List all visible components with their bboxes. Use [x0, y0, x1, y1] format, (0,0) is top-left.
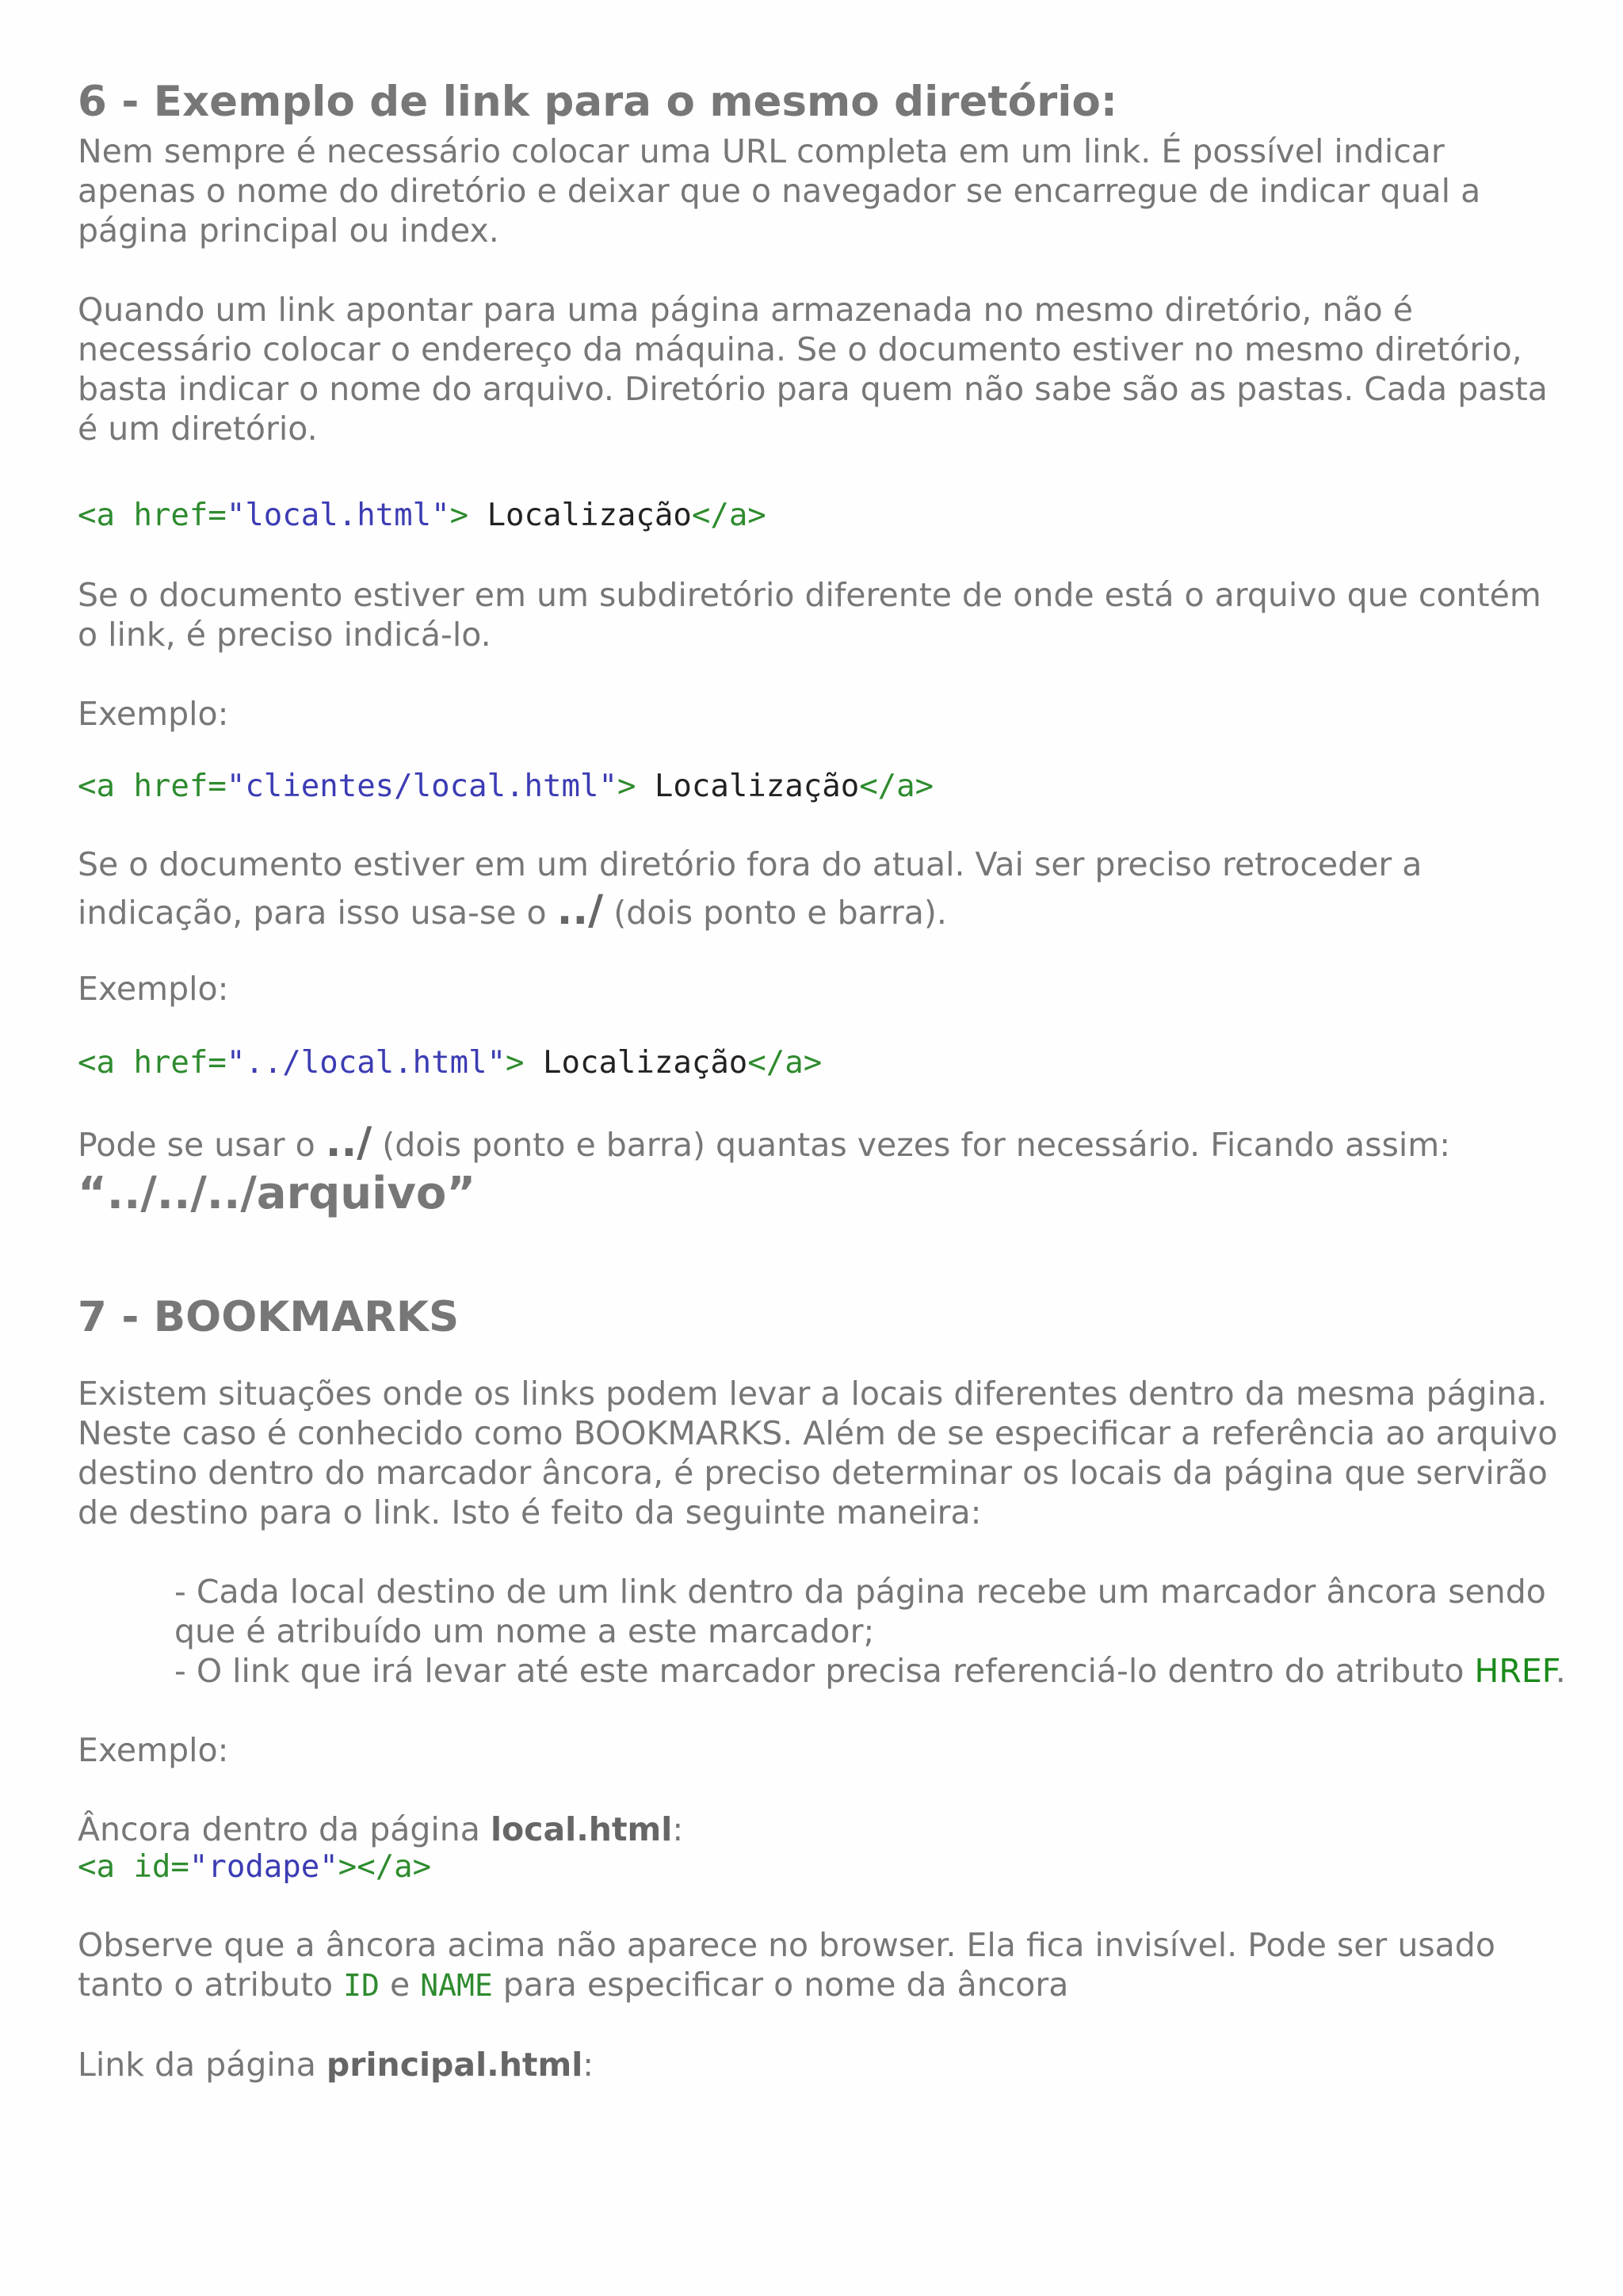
- section-6-paragraph-2: Quando um link apontar para uma página armazenada no mesmo diretório, não é necessário colocar o endereço da máquina. Se o documento estiver no mesmo diretório, basta indicar o nome do arquivo. Diretório para quem não sabe são as pastas. Cada pasta é um diretório.: [78, 291, 1548, 448]
- section-6-paragraph-4: [78, 841, 1568, 936]
- section-7-paragraph-2: [78, 1925, 1568, 2005]
- code-link-text: Localização: [636, 769, 860, 804]
- list-item-text-before: - O link que irá levar até este marcador precisa referenciá-lo dentro do atributo: [174, 1652, 1475, 1690]
- code-tag-bracket: >: [617, 769, 636, 804]
- list-item: - Cada local destino de um link dentro da página recebe um marcador âncora sendo que é atribuído um nome a este marcador;: [174, 1573, 1546, 1650]
- section-7-paragraph-1: Existem situações onde os links podem levar a locais diferentes dentro da mesma página. Neste caso é conhecido como BOOKMARKS. Além de se especificar a referência ao arquivo destino dentro do marcador âncora, é preciso determinar os locais da página que servirão de destino para o link. Isto é feito da seguinte maneira:: [78, 1375, 1558, 1531]
- link-label-text: Link da página: [78, 2046, 327, 2084]
- link-label-colon: :: [582, 2046, 594, 2084]
- list-item-text-after: .: [1555, 1652, 1566, 1690]
- dot-dot-slash-symbol: ../: [556, 887, 604, 934]
- link-label: [78, 2045, 1568, 2084]
- anchor-label-text: Âncora dentro da página: [78, 1810, 491, 1848]
- section-6-paragraph-5: [78, 1119, 1568, 1168]
- dot-dot-slash-symbol: ../: [325, 1119, 372, 1166]
- paragraph-text-after: para especificar o nome da âncora: [492, 1966, 1069, 2004]
- code-tag-close: </a>: [859, 769, 934, 804]
- code-example-anchor: [78, 1849, 1568, 1886]
- relative-path-example: “../../../arquivo”: [78, 1168, 476, 1219]
- list-item: [174, 1651, 1568, 1691]
- anchor-label: [78, 1810, 1568, 1849]
- document-content: [78, 73, 1568, 2084]
- code-tag-open: <a href=: [78, 769, 227, 804]
- code-tag-close: </a>: [747, 1045, 823, 1081]
- paragraph-4-text-after: (dois ponto e barra).: [603, 894, 947, 932]
- paragraph-5-text-before: Pode se usar o: [78, 1126, 326, 1164]
- section-6-paragraph-3: Se o documento estiver em um subdiretório diferente de onde está o arquivo que contém o link, é preciso indicá-lo.: [78, 576, 1541, 654]
- paragraph-5-text-after: (dois ponto e barra) quantas vezes for necessário. Ficando assim:: [372, 1126, 1451, 1164]
- code-tag-open: <a href=: [78, 1045, 227, 1081]
- paragraph-4-text-before: Se o documento estiver em um diretório fora do atual. Vai ser preciso retroceder a indicação, para isso usa-se o: [78, 845, 1423, 932]
- code-example-local: [78, 496, 1568, 536]
- section-6-paragraph-1: Nem sempre é necessário colocar uma URL completa em um link. É possível indicar apenas o nome do diretório e deixar que o navegador se encarregue de indicar qual a página principal ou index.: [78, 132, 1481, 250]
- anchor-label-colon: :: [672, 1810, 684, 1848]
- code-tag-bracket: >: [449, 498, 469, 533]
- section-6-title: 6 - Exemplo de link para o mesmo diretório:: [78, 78, 1117, 126]
- code-attr-value: "rodape": [189, 1849, 338, 1885]
- section-7-title: 7 - BOOKMARKS: [78, 1293, 460, 1341]
- paragraph-text-and: e: [379, 1966, 421, 2004]
- paragraph-text-before: Observe que a âncora acima não aparece no browser. Ela fica invisível. Pode ser usado tanto o atributo: [78, 1926, 1495, 2004]
- example-label-1: Exemplo:: [78, 695, 229, 733]
- bookmark-steps-list: [174, 1572, 1568, 1691]
- code-link-text: Localização: [468, 498, 692, 533]
- code-example-parent-dir: [78, 1043, 1568, 1083]
- id-attribute: ID: [343, 1968, 380, 2003]
- code-tag-open: <a href=: [78, 498, 227, 533]
- code-tag-close: ></a>: [338, 1849, 432, 1885]
- anchor-file-name: local.html: [490, 1810, 673, 1848]
- href-keyword: HREF: [1474, 1652, 1556, 1690]
- code-attr-value: "../local.html": [226, 1045, 506, 1081]
- code-tag-bracket: >: [506, 1045, 525, 1081]
- code-link-text: Localização: [524, 1045, 748, 1081]
- code-tag-close: </a>: [691, 498, 766, 533]
- code-example-subdir: [78, 767, 1568, 807]
- example-label-2: Exemplo:: [78, 970, 229, 1008]
- code-attr-value: "local.html": [226, 498, 450, 533]
- example-label-3: Exemplo:: [78, 1731, 229, 1769]
- name-attribute: NAME: [420, 1968, 493, 2003]
- link-file-name: principal.html: [326, 2046, 583, 2084]
- code-tag-open: <a id=: [78, 1849, 189, 1885]
- code-attr-value: "clientes/local.html": [226, 769, 617, 804]
